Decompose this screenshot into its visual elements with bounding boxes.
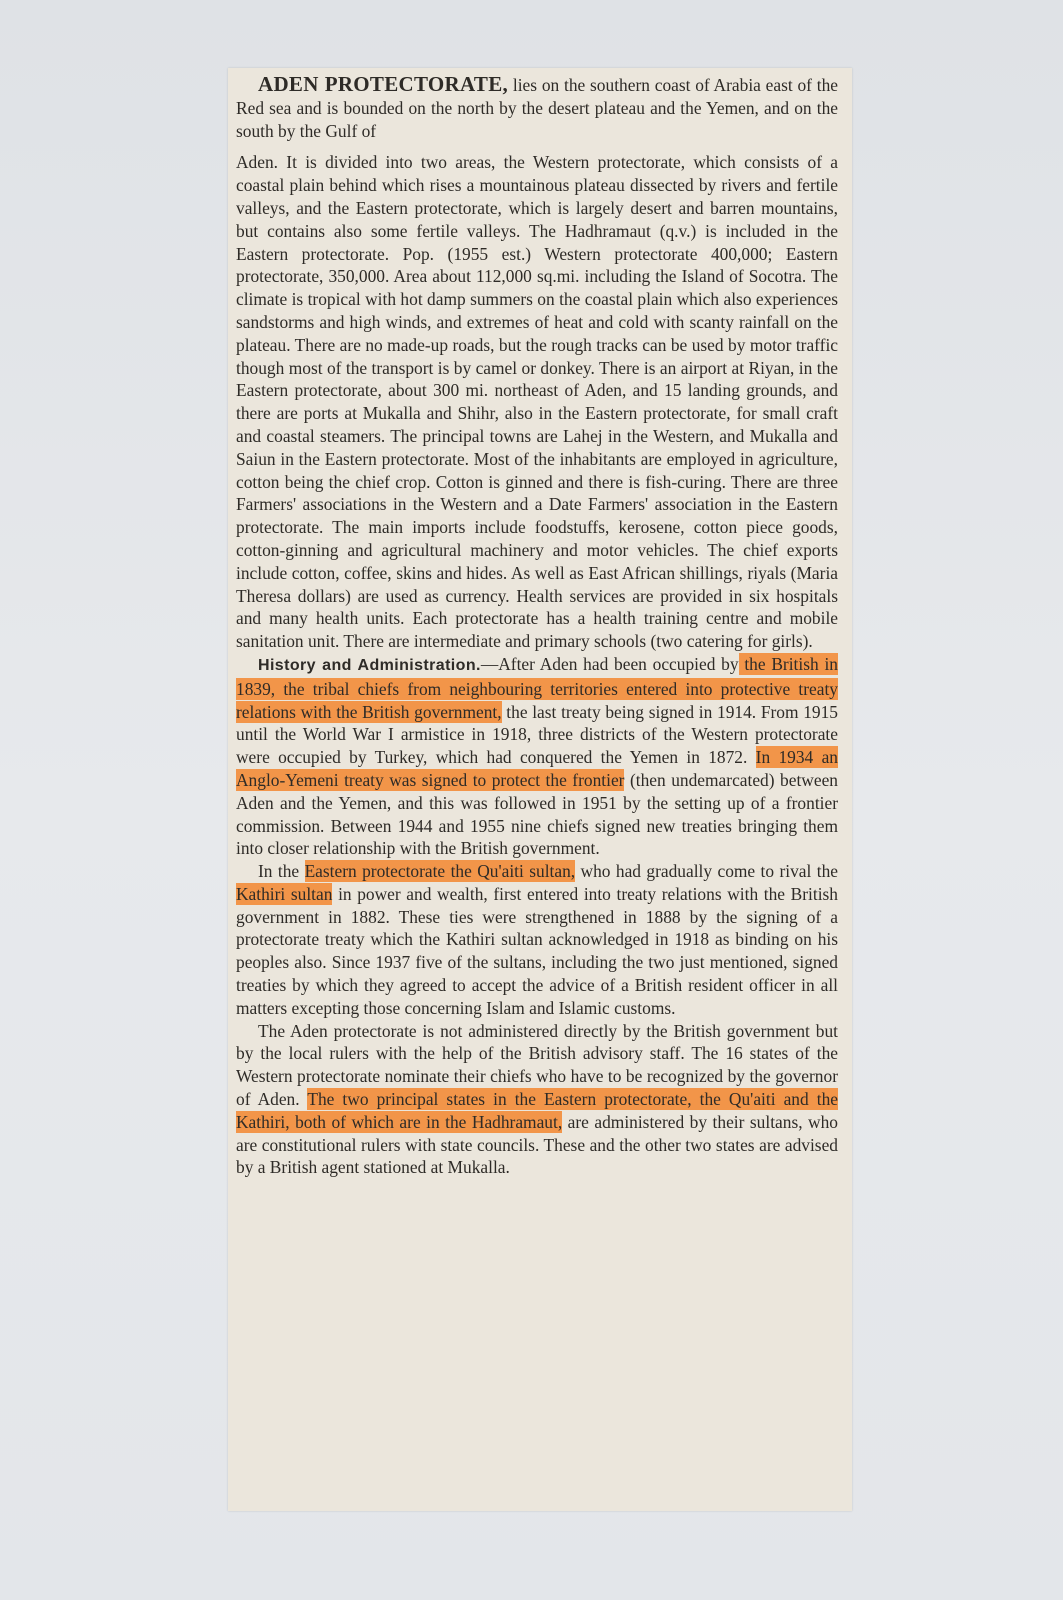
article-intro-text: lies on the southern coast of Arabia east of the Red sea and is bounded on the north by the desert plateau and the Yemen, and on the south by the Gulf of	[236, 75, 838, 141]
administration-paragraph	[236, 1020, 838, 1180]
history-text-a: —After Aden had been occupied by	[480, 653, 739, 674]
history-text-b: the last treaty being signed in 1914. From 1915 until the World War I armistice in 1918, three districts of the Western protectorate were occupied by Turkey, which had conquered the Yemen in 1872.	[236, 701, 838, 768]
fold-gap	[236, 142, 838, 151]
history-text-c: (then undemarcated) between Aden and the Yemen, and this was followed in 1951 by the setting up of a frontier commission. Between 1944 and 1955 nine chiefs signed new treaties bringing them into closer relationship with the British government.	[236, 769, 838, 859]
highlighted-text-1839-treaties: the British in 1839, the tribal chiefs from neighbouring territories entered into protective treaty relations with the British government,	[236, 653, 838, 722]
highlighted-text-1934-treaty: In 1934 an Anglo-Yemeni treaty was signed to protect the frontier	[236, 747, 838, 790]
p3-text-a: The Aden protectorate is not administered directly by the British government but by the local rulers with the help of the British advisory staff. The 16 states of the Western protectorate nominate their chiefs who have to be recognized by the governor of Aden.	[236, 1020, 838, 1110]
highlighted-text-principal-states: The two principal states in the Eastern protectorate, the Qu'aiti and the Kathiri, both of which are in the Hadhramaut,	[236, 1089, 838, 1132]
history-heading: History and Administration.	[258, 656, 481, 674]
highlighted-text-quaiti-sultan: Eastern protectorate the Qu'aiti sultan,	[304, 861, 576, 882]
eastern-protectorate-paragraph	[236, 860, 838, 1020]
newspaper-clipping	[228, 68, 852, 1511]
highlighted-text-kathiri-sultan: Kathiri sultan	[236, 883, 333, 904]
p2-text-b: who had gradually come to rival the	[575, 861, 839, 882]
p2-text-c: in power and wealth, first entered into treaty relations with the British government in 1882. These ties were strengthened in 1888 by the signing of a protectorate treaty which the Kathiri sultan acknowledged in 1918 as binding on his peoples also. Since 1937 five of the sultans, including the two just mentioned, signed treaties by which they agreed to accept the advice of a British resident officer in all matters excepting those concerning Islam and Islamic customs.	[236, 883, 838, 1018]
article-body-paragraph: Aden. It is divided into two areas, the Western protectorate, which consists of a coastal plain behind which rises a mountainous plateau dissected by rivers and fertile valleys, and the Eastern protectorate, which is largely desert and barren mountains, but contains also some fertile valleys. The Hadhramaut (q.v.) is included in the Eastern protectorate. Pop. (1955 est.) Western protectorate 400,000; Eastern protectorate, 350,000. Area about 112,000 sq.mi. including the Island of Socotra. The climate is tropical with hot damp summers on the coastal plain which also experiences sandstorms and high winds, and extremes of heat and cold with scanty rainfall on the plateau. There are no made-up roads, but the rough tracks can be used by motor traffic though most of the transport is by camel or donkey. There is an airport at Riyan, in the Eastern protectorate, about 300 mi. northeast of Aden, and 15 landing grounds, and there are ports at Mukalla and Shihr, also in the Eastern protectorate, for small craft and coastal steamers. The principal towns are Lahej in the Western, and Mukalla and Saiun in the Eastern protectorate. Most of the inhabitants are employed in agriculture, cotton being the chief crop. Cotton is ginned and there is fish-curing. There are three Farmers' associations in the Western and a Date Farmers' association in the Eastern protectorate. The main imports include foodstuffs, kerosene, cotton piece goods, cotton-ginning and agricultural machinery and motor vehicles. The chief exports include cotton, coffee, skins and hides. As well as East African shillings, riyals (Maria Theresa dollars) are used as currency. Health services are provided in six hospitals and many health units. Each protectorate has a health training centre and mobile sanitation unit. There are intermediate and primary schools (two catering for girls).	[236, 152, 838, 652]
history-paragraph	[236, 653, 838, 860]
p2-text-a: In the	[258, 861, 305, 882]
article-intro-paragraph	[236, 73, 838, 142]
article-title: ADEN PROTECTORATE,	[258, 72, 509, 96]
p3-text-b: are administered by their sultans, who are constitutional rulers with state councils. These and the other two states are advised by a British agent stationed at Mukalla.	[236, 1111, 838, 1178]
